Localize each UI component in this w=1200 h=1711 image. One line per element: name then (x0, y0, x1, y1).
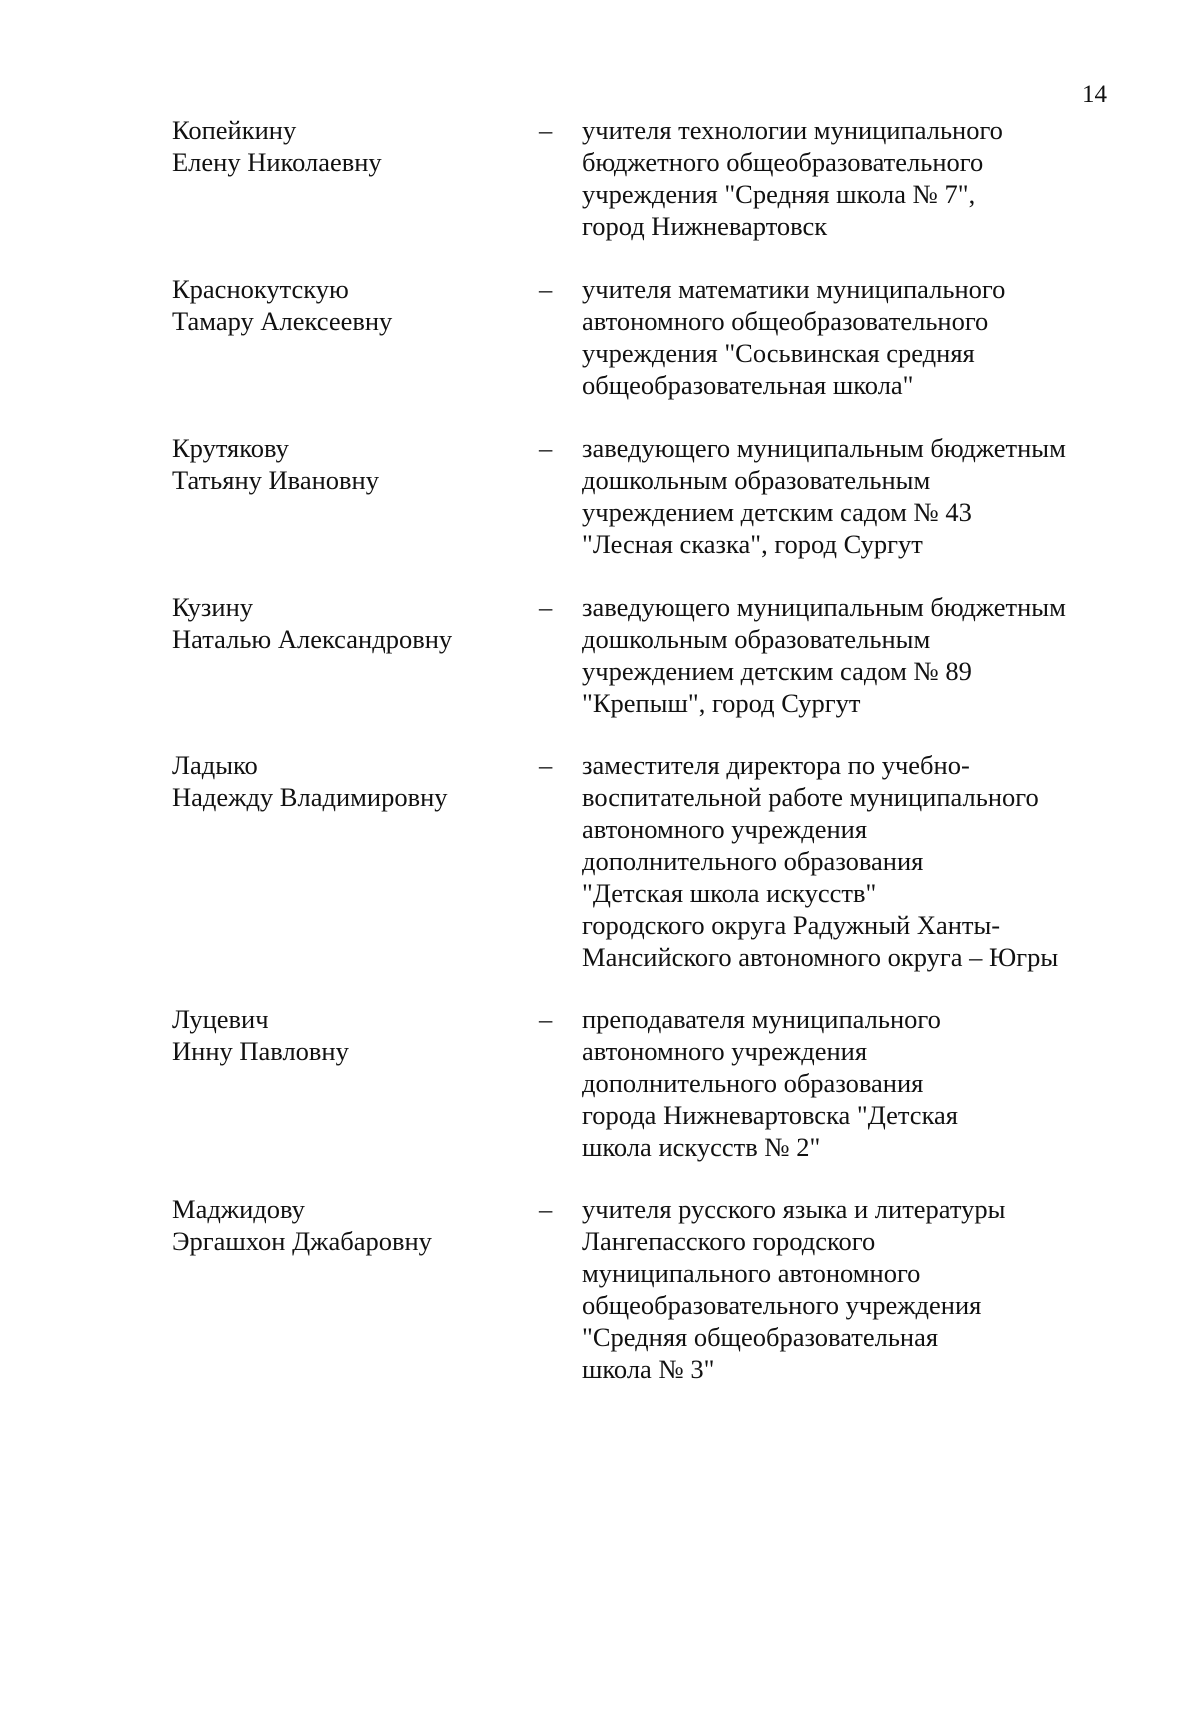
description-line: учреждения "Средняя школа № 7", (582, 179, 976, 209)
entry-dash: – (539, 433, 553, 463)
description-line: автономного учреждения (582, 814, 868, 844)
position-description (582, 114, 1142, 242)
entry-dash: – (539, 1194, 553, 1224)
name-given: Инну Павловну (172, 1036, 349, 1066)
position-description (582, 1193, 1142, 1385)
position-description (582, 273, 1142, 401)
name-given: Тамару Алексеевну (172, 306, 393, 336)
name-given: Татьяну Ивановну (172, 465, 379, 495)
description-line: общеобразовательного учреждения (582, 1290, 982, 1320)
name-given: Эргашхон Джабаровну (172, 1226, 432, 1256)
description-line: воспитательной работе муниципального (582, 782, 1039, 812)
page-number: 14 (1082, 81, 1107, 108)
description-line: учителя математики муниципального (582, 274, 1006, 304)
description-line: школа искусств № 2" (582, 1132, 821, 1162)
name-surname: Кузину (172, 592, 254, 622)
entry-dash: – (539, 1004, 553, 1034)
person-name (172, 432, 532, 496)
name-surname: Луцевич (172, 1004, 269, 1034)
name-surname: Ладыко (172, 750, 258, 780)
name-surname: Маджидову (172, 1194, 305, 1224)
position-description (582, 749, 1142, 973)
description-line: заведующего муниципальным бюджетным (582, 592, 1066, 622)
name-surname: Крутякову (172, 433, 289, 463)
entry-dash: – (539, 750, 553, 780)
description-line: Мансийского автономного округа – Югры (582, 942, 1059, 972)
description-line: бюджетного общеобразовательного (582, 147, 984, 177)
description-line: Лангепасского городского (582, 1226, 876, 1256)
name-surname: Краснокутскую (172, 274, 349, 304)
person-name (172, 749, 532, 813)
description-line: учреждением детским садом № 89 (582, 656, 972, 686)
description-line: "Средняя общеобразовательная (582, 1322, 939, 1352)
description-line: "Крепыш", город Сургут (582, 688, 861, 718)
description-line: "Детская школа искусств" (582, 878, 877, 908)
name-surname: Копейкину (172, 115, 297, 145)
person-name (172, 1193, 532, 1257)
position-description (582, 591, 1142, 719)
description-line: дополнительного образования (582, 1068, 924, 1098)
description-line: учреждением детским садом № 43 (582, 497, 972, 527)
description-line: города Нижневартовска "Детская (582, 1100, 958, 1130)
description-line: учреждения "Сосьвинская средняя (582, 338, 975, 368)
description-line: городского округа Радужный Ханты- (582, 910, 1001, 940)
entry-dash: – (539, 592, 553, 622)
entry-dash: – (539, 274, 553, 304)
entry-dash: – (539, 115, 553, 145)
description-line: "Лесная сказка", город Сургут (582, 529, 923, 559)
description-line: автономного учреждения (582, 1036, 868, 1066)
position-description (582, 1003, 1142, 1163)
name-given: Наталью Александровну (172, 624, 453, 654)
description-line: дополнительного образования (582, 846, 924, 876)
person-name (172, 114, 532, 178)
description-line: учителя русского языка и литературы (582, 1194, 1006, 1224)
description-line: преподавателя муниципального (582, 1004, 941, 1034)
person-name (172, 1003, 532, 1067)
description-line: общеобразовательная школа" (582, 370, 914, 400)
description-line: учителя технологии муниципального (582, 115, 1003, 145)
description-line: школа № 3" (582, 1354, 715, 1384)
description-line: автономного общеобразовательного (582, 306, 989, 336)
description-line: муниципального автономного (582, 1258, 921, 1288)
description-line: заведующего муниципальным бюджетным (582, 433, 1066, 463)
description-line: заместителя директора по учебно- (582, 750, 970, 780)
person-name (172, 273, 532, 337)
name-given: Елену Николаевну (172, 147, 382, 177)
name-given: Надежду Владимировну (172, 782, 448, 812)
position-description (582, 432, 1142, 560)
description-line: дошкольным образовательным (582, 624, 931, 654)
description-line: город Нижневартовск (582, 211, 828, 241)
person-name (172, 591, 532, 655)
description-line: дошкольным образовательным (582, 465, 931, 495)
